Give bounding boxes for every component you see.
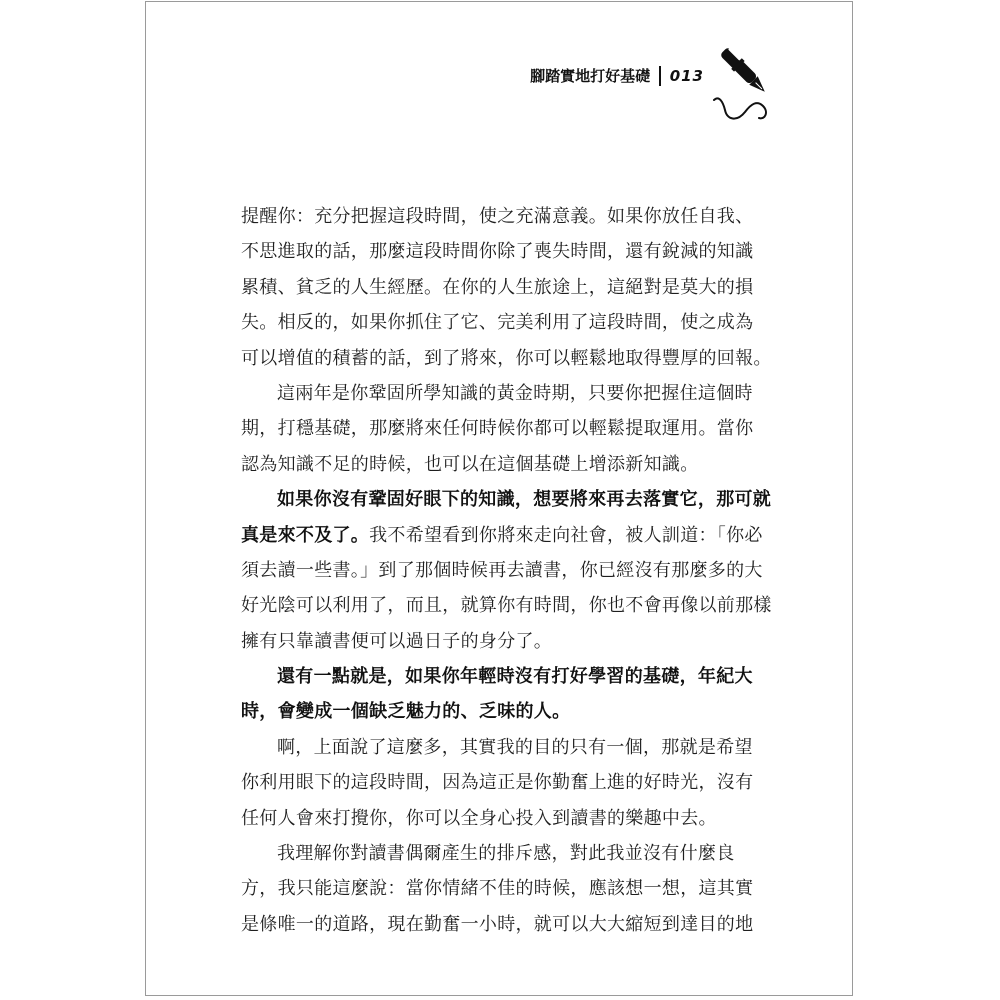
text-line-5: 可以增值的積蓄的話，到了將來，你可以輕鬆地取得豐厚的回報。: [241, 347, 772, 369]
text-line-3: 累積、貧乏的人生經歷。在你的人生旅途上，這絕對是莫大的損: [241, 276, 754, 298]
book-page: [145, 1, 853, 996]
text-line-1: 提醒你：充分把握這段時間，使之充滿意義。如果你放任自我、: [241, 206, 754, 227]
pen-icon: [707, 40, 777, 125]
text-line-19: 我理解你對讀書偶爾產生的排斥感，對此我並沒有什麼良: [277, 843, 735, 865]
text-line-18: 任何人會來打攪你，你可以全身心投入到讀書的樂趣中去。: [241, 807, 717, 829]
text-line-17: 你利用眼下的這段時間，因為這正是你勤奮上進的好時光，沒有: [241, 772, 754, 794]
text-line-7: 期，打穩基礎，那麼將來任何時候你都可以輕鬆提取運用。當你: [241, 418, 754, 440]
head-divider: [659, 66, 661, 86]
line-continuation: 我不希望看到你將來走向社會，被人訓道：「你必: [369, 524, 763, 546]
text-line-14: 還有一點就是，如果你年輕時沒有打好學習的基礎，年紀大: [277, 666, 753, 688]
body-text: [241, 199, 772, 942]
chapter-title: 腳踏實地打好基礎: [530, 67, 651, 85]
text-line-12: 好光陰可以利用了，而且，就算你有時間，你也不會再像以前那樣: [241, 595, 772, 617]
text-line-6: 這兩年是你鞏固所學知識的黃金時期，只要你把握住這個時: [277, 382, 753, 404]
text-line-4: 失。相反的，如果你抓住了它、完美利用了這段時間，使之成為: [241, 312, 754, 334]
text-line-20: 方，我只能這麼說：當你情緒不佳的時候，應該想一想，這其實: [241, 878, 754, 900]
bold-phrase: 真是來不及了。: [241, 524, 370, 546]
text-line-11: 須去讀一些書。」到了那個時候再去讀書，你已經沒有那麼多的大: [241, 559, 763, 581]
text-line-8: 認為知識不足的時候，也可以在這個基礎上增添新知識。: [241, 453, 699, 475]
text-line-15: 時，會變成一個缺乏魅力的、乏味的人。: [241, 701, 571, 723]
page-number: 013: [669, 66, 704, 85]
text-line-2: 不思進取的話，那麼這段時間你除了喪失時間，還有銳減的知識: [241, 241, 754, 263]
text-line-10: [241, 518, 761, 553]
text-line-9: 如果你沒有鞏固好眼下的知識，想要將來再去落實它，那可就: [277, 489, 772, 511]
text-line-21: 是條唯一的道路，現在勤奮一小時，就可以大大縮短到達目的地: [241, 913, 754, 935]
text-line-16: 啊，上面說了這麼多，其實我的目的只有一個，那就是希望: [277, 736, 753, 758]
text-line-13: 擁有只靠讀書便可以過日子的身分了。: [241, 630, 553, 652]
running-head: [530, 65, 704, 86]
